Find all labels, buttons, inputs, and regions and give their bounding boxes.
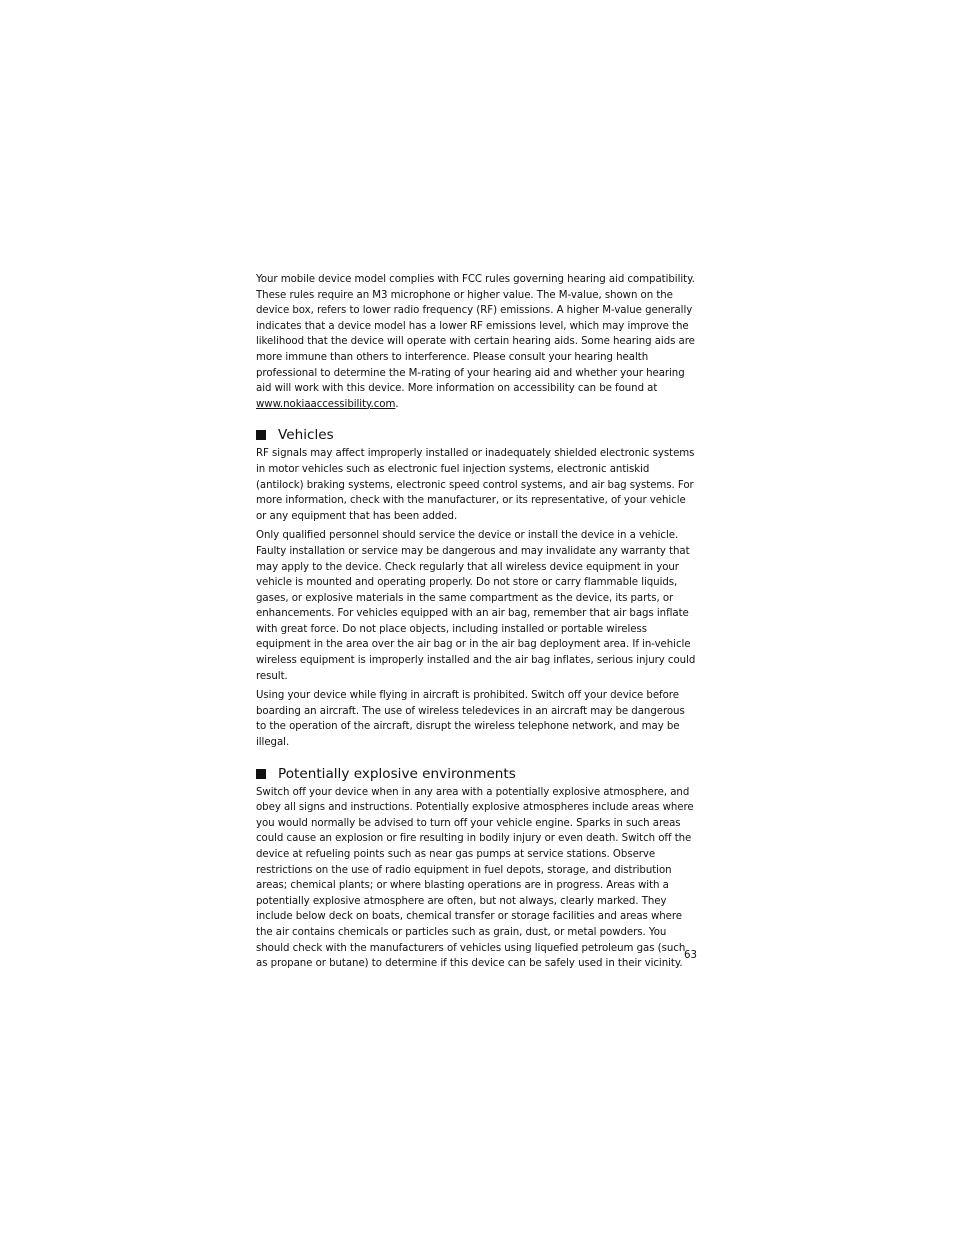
square-bullet-icon: [256, 769, 266, 779]
square-bullet-icon: [256, 430, 266, 440]
page-number: 63: [684, 950, 697, 961]
vehicles-paragraph-2: Only qualified personnel should service the device or install the device in a vehicle. Faulty installation or service may be dangerous and may invalidate any warranty that may apply to the device. Check regularly that all wireless device equipment in your vehicle is mounted and operating properly. Do not store or carry flammable liquids, gases, or explosive materials in the same compartment as the device, its parts, or enhancements. For vehicles equipped with an air bag, remember that air bags inflate with great force. Do not place objects, including installed or portable wireless equipment in the area over the air bag or in the air bag deployment area. If in-vehicle wireless equipment is improperly installed and the air bag inflates, serious injury could result.: [256, 530, 696, 682]
explosive-paragraph-1: Switch off your device when in any area with a potentially explosive atmosphere, and obey all signs and instructions. Potentially explosive atmospheres include areas where you would normally be advised to turn off your vehicle engine. Sparks in such areas could cause an explosion or fire resulting in bodily injury or even death. Switch off the device at refueling points such as near gas pumps at service stations. Observe restrictions on the use of radio equipment in fuel depots, storage, and distribution areas; chemical plants; or where blasting operations are in progress. Areas with a potentially explosive atmosphere are often, but not always, clearly marked. They include below deck on boats, chemical transfer or storage facilities and areas where the air contains chemicals or particles such as grain, dust, or metal powders. You should check with the manufacturers of vehicles using liquefied petroleum gas (such as propane or butane) to determine if this device can be safely used in their vicinity.: [256, 786, 694, 970]
accessibility-link[interactable]: www.nokiaaccessibility.com: [256, 398, 396, 410]
intro-text-end: .: [395, 398, 399, 410]
vehicles-paragraph-1: RF signals may affect improperly installed or inadequately shielded electronic systems in motor vehicles such as electronic fuel injection systems, electronic antiskid (antilock) braking systems, electronic speed control systems, and air bag systems. For more information, check with the manufacturer, or its representative, of your vehicle or any equipment that has been added.: [256, 448, 695, 522]
intro-paragraph: [256, 272, 697, 412]
intro-text: Your mobile device model complies with FCC rules governing hearing aid compatibility. These rules require an M3 microphone or higher value. The M-value, shown on the device box, refers to lower radio frequency (RF) emissions. A higher M-value generally indicates that a device model has a lower RF emissions level, which may improve the likelihood that the device will operate with certain hearing aids. Some hearing aids are more immune than others to interference. Please consult your hearing health professional to determine the M-rating of your hearing aid and whether your hearing aid will work with this device. More information on accessibility can be found at: [256, 274, 695, 395]
explosive-heading: [256, 765, 697, 783]
vehicles-paragraph-3: Using your device while flying in aircraft is prohibited. Switch off your device before boarding an aircraft. The use of wireless teledevices in an aircraft may be dangerous to the operation of the aircraft, disrupt the wireless telephone network, and may be illegal.: [256, 690, 685, 749]
vehicles-heading-text: Vehicles: [278, 427, 334, 444]
vehicles-heading: [256, 426, 697, 444]
explosive-heading-text: Potentially explosive environments: [278, 765, 516, 782]
page-body: [256, 272, 697, 976]
